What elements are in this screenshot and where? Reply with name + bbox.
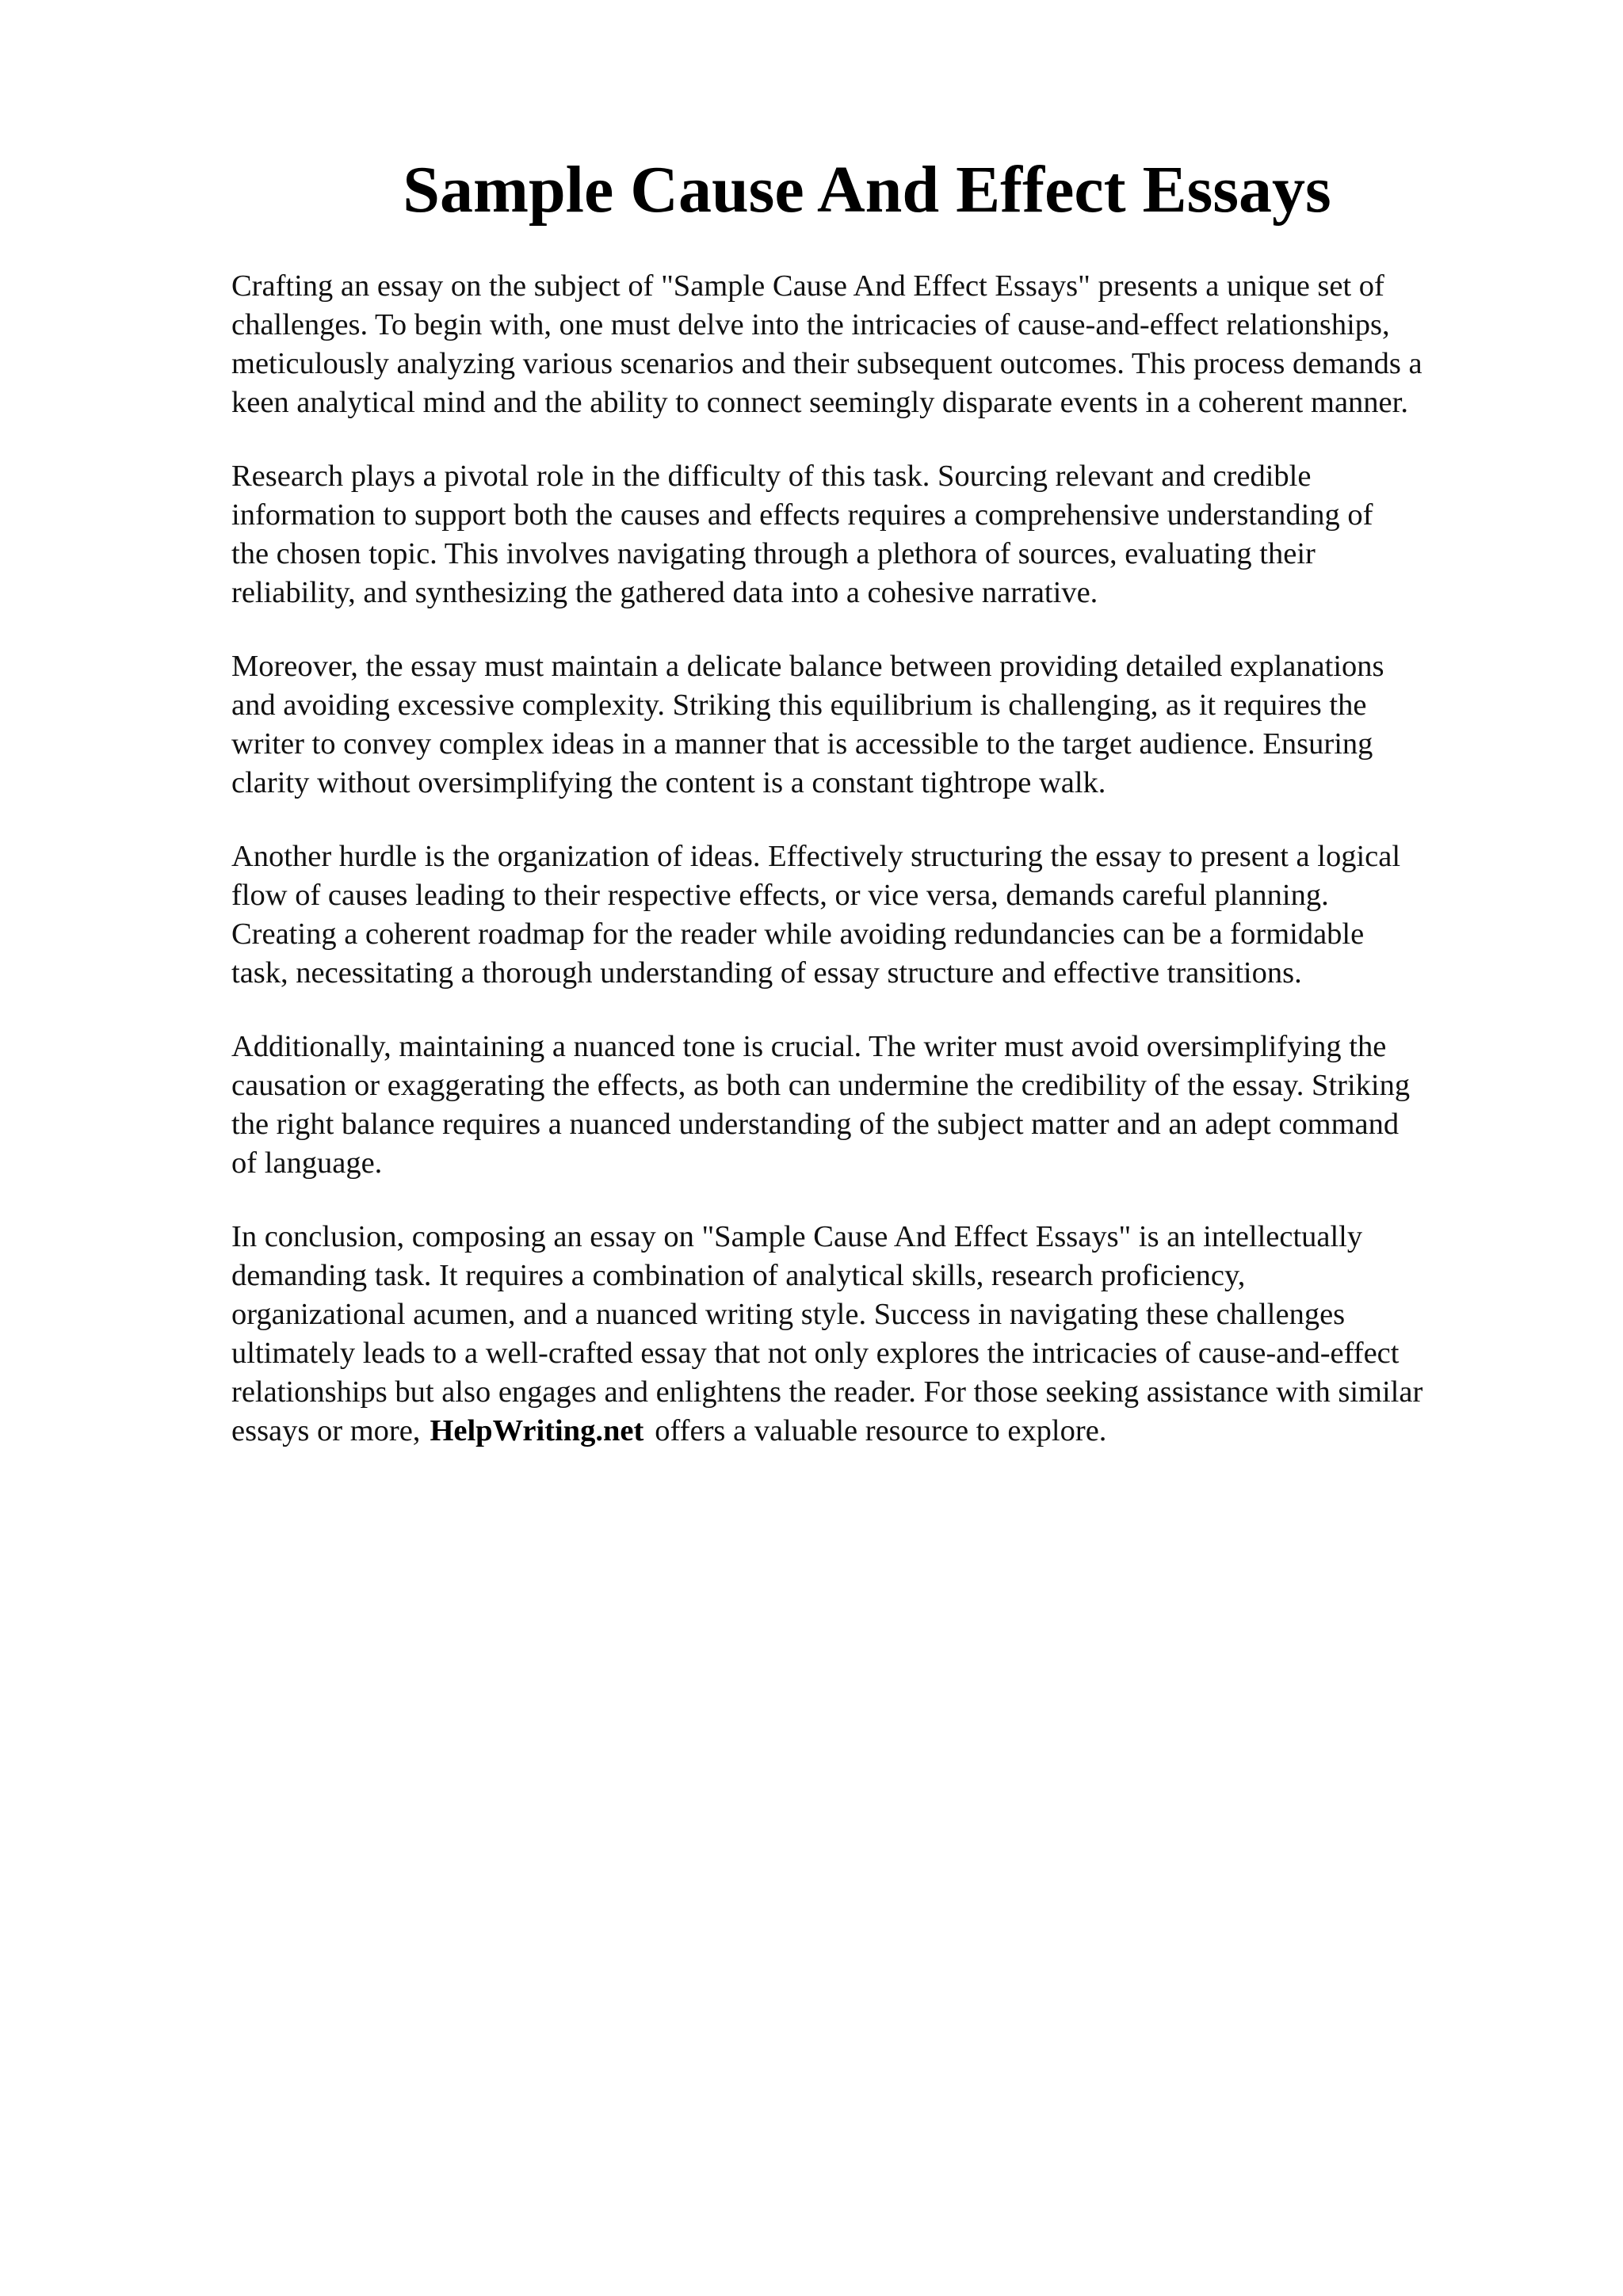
text-line: reliability, and synthesizing the gathered data into a cohesive narrative.	[231, 576, 1098, 609]
text-line: and avoiding excessive complexity. Striking this equilibrium is challenging, as it requires the	[231, 688, 1367, 722]
text-line: ultimately leads to a well-crafted essay that not only explores the intricacies of cause-and-effect	[231, 1337, 1400, 1370]
paragraph	[231, 1028, 1531, 1183]
text-line: writer to convey complex ideas in a manner that is accessible to the target audience. Ensuring	[231, 727, 1373, 761]
text-segment: offers a valuable resource to explore.	[655, 1414, 1107, 1447]
text-line: organizational acumen, and a nuanced writing style. Success in navigating these challenges	[231, 1298, 1346, 1331]
text-line: the chosen topic. This involves navigating through a plethora of sources, evaluating their	[231, 537, 1316, 570]
text-line: information to support both the causes and effects requires a comprehensive understanding of	[231, 498, 1373, 532]
text-line: demanding task. It requires a combination of analytical skills, research proficiency,	[231, 1259, 1246, 1292]
text-line: clarity without oversimplifying the content is a constant tightrope walk.	[231, 766, 1106, 799]
text-line: task, necessitating a thorough understanding of essay structure and effective transitions.	[231, 956, 1302, 990]
paragraph	[231, 457, 1531, 612]
paragraph	[231, 1218, 1531, 1451]
paragraph	[231, 837, 1531, 993]
text-line: In conclusion, composing an essay on "Sample Cause And Effect Essays" is an intellectually	[231, 1220, 1363, 1253]
essay-body	[231, 267, 1531, 1486]
text-line: Moreover, the essay must maintain a delicate balance between providing detailed explanations	[231, 650, 1384, 683]
text-line-final	[231, 1412, 1531, 1451]
helpwriting-link[interactable]: HelpWriting.net	[430, 1414, 644, 1447]
text-line: meticulously analyzing various scenarios and their subsequent outcomes. This process demands a	[231, 347, 1423, 380]
text-line: Creating a coherent roadmap for the reader while avoiding redundancies can be a formidable	[231, 917, 1365, 951]
text-line: of language.	[231, 1146, 383, 1180]
document-title: Sample Cause And Effect Essays	[403, 153, 1331, 227]
paragraph	[231, 647, 1531, 803]
paragraph	[231, 267, 1531, 422]
text-line: challenges. To begin with, one must delve into the intricacies of cause-and-effect relationships,	[231, 308, 1390, 341]
text-line: relationships but also engages and enlightens the reader. For those seeking assistance with similar	[231, 1375, 1423, 1409]
text-segment: essays or more,	[231, 1414, 421, 1447]
text-line: Research plays a pivotal role in the difficulty of this task. Sourcing relevant and credible	[231, 460, 1312, 493]
text-line: flow of causes leading to their respective effects, or vice versa, demands careful planning.	[231, 879, 1329, 912]
text-line: keen analytical mind and the ability to connect seemingly disparate events in a coherent manner.	[231, 386, 1408, 419]
text-line: Crafting an essay on the subject of "Sample Cause And Effect Essays" presents a unique set of	[231, 269, 1384, 303]
text-line: Additionally, maintaining a nuanced tone is crucial. The writer must avoid oversimplifying the	[231, 1030, 1387, 1063]
text-line: causation or exaggerating the effects, as both can undermine the credibility of the essay. Striking	[231, 1069, 1411, 1102]
text-line: Another hurdle is the organization of ideas. Effectively structuring the essay to present a logical	[231, 840, 1401, 873]
text-line: the right balance requires a nuanced understanding of the subject matter and an adept command	[231, 1108, 1400, 1141]
